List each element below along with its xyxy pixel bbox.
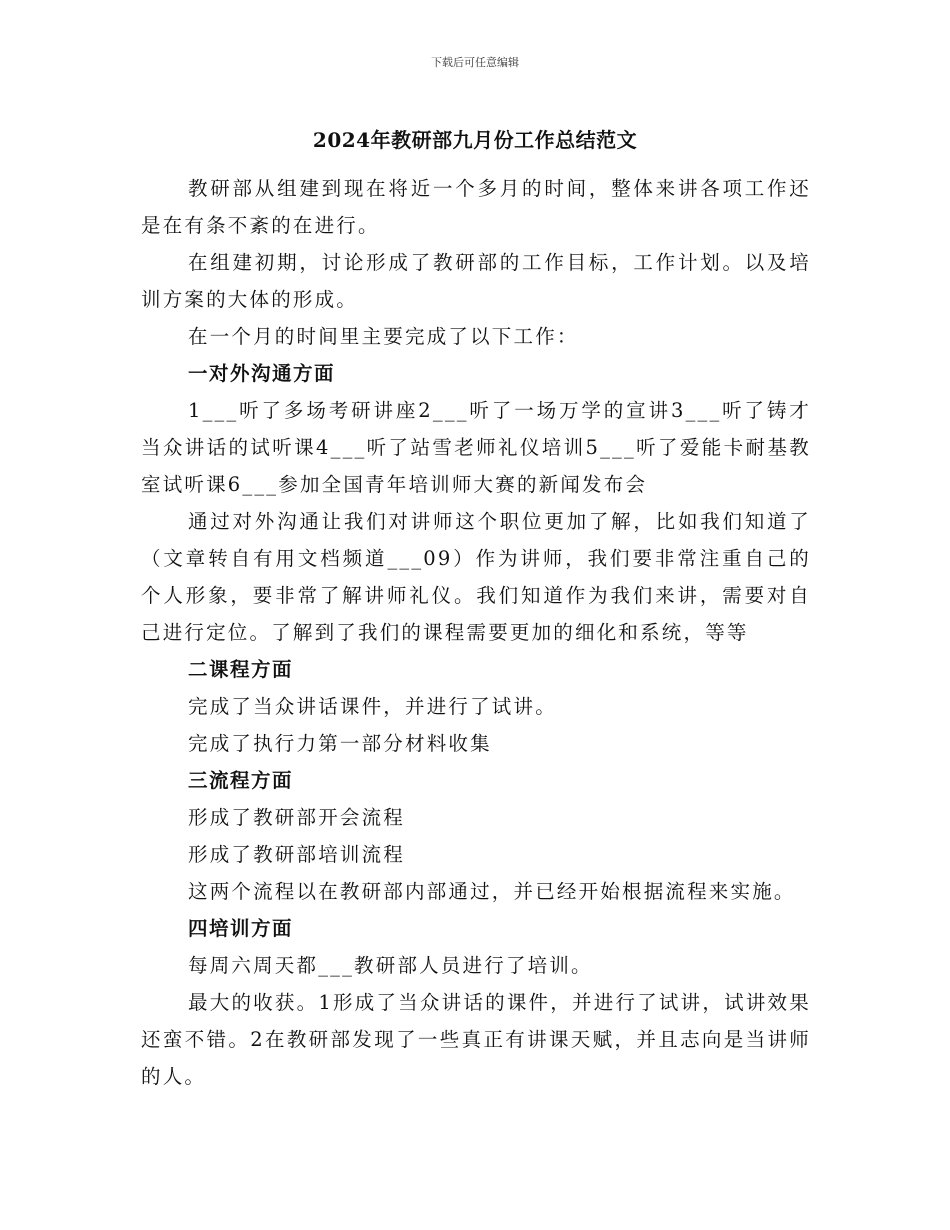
paragraph: 最大的收获。1形成了当众讲话的课件，并进行了试讲，试讲效果还蛮不错。2在教研部发现了一些真正有讲课天赋，并且志向是当讲师的人。 [141, 991, 811, 1088]
section-heading: 三流程方面 [188, 769, 294, 792]
section-heading: 二课程方面 [188, 658, 294, 681]
section-heading: 一对外沟通方面 [188, 362, 336, 385]
document-body [141, 170, 811, 1095]
paragraph: 这两个流程以在教研部内部通过，并已经开始根据流程来实施。 [188, 880, 796, 903]
paragraph: 通过对外沟通让我们对讲师这个职位更加了解，比如我们知道了（文章转自有用文档频道___09）作为讲师，我们要非常注重自己的个人形象，要非常了解讲师礼仪。我们知道作为我们来讲，需要对自己进行定位。了解到了我们的课程需要更加的细化和系统，等等 [141, 510, 811, 644]
paragraph: 在一个月的时间里主要完成了以下工作： [188, 325, 579, 348]
document-title: 2024年教研部九月份工作总结范文 [312, 128, 638, 152]
paragraph: 完成了执行力第一部分材料收集 [188, 732, 492, 755]
paragraph: 完成了当众讲话课件，并进行了试讲。 [188, 695, 557, 718]
paragraph: 形成了教研部培训流程 [188, 843, 406, 866]
section-heading: 四培训方面 [188, 917, 294, 940]
paragraph: 在组建初期，讨论形成了教研部的工作目标，工作计划。以及培训方案的大体的形成。 [141, 251, 811, 311]
paragraph: 1___听了多场考研讲座2___听了一场万学的宣讲3___听了铸才当众讲话的试听课4___听了站雪老师礼仪培训5___听了爱能卡耐基教室试听课6___参加全国青年培训师大赛的新闻发布会 [141, 399, 811, 496]
paragraph: 每周六周天都___教研部人员进行了培训。 [188, 954, 593, 977]
page-header-note: 下载后可任意编辑 [431, 56, 519, 69]
paragraph: 形成了教研部开会流程 [188, 806, 406, 829]
paragraph: 教研部从组建到现在将近一个多月的时间，整体来讲各项工作还是在有条不紊的在进行。 [141, 177, 811, 237]
